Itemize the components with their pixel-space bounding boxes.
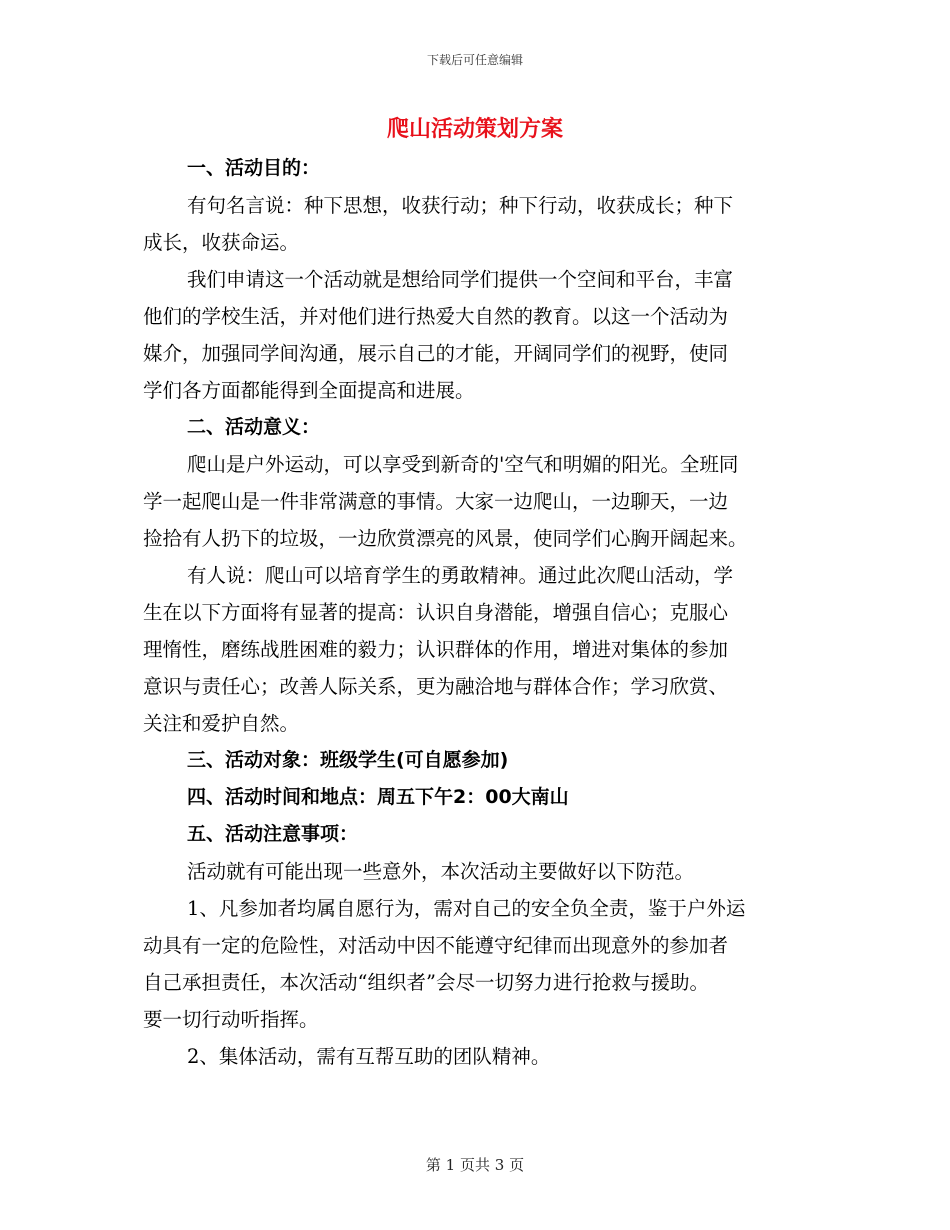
- paragraph-line: 活动就有可能出现一些意外，本次活动主要做好以下防范。: [187, 860, 695, 883]
- paragraph-line: 要一切行动听指挥。: [143, 1008, 319, 1031]
- paragraph-line: 动具有一定的危险性，对活动中因不能遵守纪律而出现意外的参加者: [143, 934, 729, 957]
- paragraph-line: 媒介，加强同学间沟通，展示自己的才能，开阔同学们的视野，使同: [143, 342, 729, 365]
- paragraph-line: 有人说：爬山可以培育学生的勇敢精神。通过此次爬山活动，学: [187, 564, 734, 587]
- paragraph-line: 意识与责任心；改善人际关系，更为融洽地与群体合作；学习欣赏、: [143, 675, 729, 698]
- document-body: [143, 150, 808, 1075]
- paragraph-line: 自己承担责任，本次活动“组织者”会尽一切努力进行抢救与援助。: [143, 971, 709, 994]
- paragraph-line: 成长，收获命运。: [143, 231, 300, 254]
- section-heading-purpose: 一、活动目的：: [187, 157, 321, 179]
- header-note: 下载后可任意编辑: [426, 53, 523, 67]
- paragraph-line: 捡拾有人扔下的垃圾，一边欣赏漂亮的风景，使同学们心胸开阔起来。: [143, 527, 748, 550]
- paragraph-line: 学一起爬山是一件非常满意的事情。大家一边爬山，一边聊天，一边: [143, 490, 729, 513]
- document-title: 爬山活动策划方案: [386, 117, 563, 142]
- paragraph-line: 他们的学校生活，并对他们进行热爱大自然的教育。以这一个活动为: [143, 305, 729, 328]
- paragraph-line: 我们申请这一个活动就是想给同学们提供一个空间和平台，丰富: [187, 268, 734, 291]
- paragraph-line: 生在以下方面将有显著的提高：认识自身潜能，增强自信心；克服心: [143, 601, 729, 624]
- paragraph-line: 2、集体活动，需有互帮互助的团队精神。: [187, 1045, 551, 1068]
- paragraph-line: 关注和爱护自然。: [143, 712, 300, 735]
- paragraph-line: 有句名言说：种下思想，收获行动；种下行动，收获成长；种下: [187, 194, 734, 217]
- paragraph-line: 学们各方面都能得到全面提高和进展。: [143, 379, 475, 402]
- section-heading-notes: 五、活动注意事项：: [187, 823, 359, 845]
- page-footer: 第 1 页共 3 页: [425, 1156, 525, 1174]
- section-heading-meaning: 二、活动意义：: [187, 416, 321, 438]
- section-heading-target: 三、活动对象：班级学生(可自愿参加): [187, 749, 509, 771]
- paragraph-line: 爬山是户外运动，可以享受到新奇的'空气和明媚的阳光。全班同: [187, 453, 739, 476]
- paragraph-line: 1、凡参加者均属自愿行为，需对自己的安全负全责，鉴于户外运: [187, 897, 746, 920]
- paragraph-line: 理惰性，磨练战胜困难的毅力；认识群体的作用，增进对集体的参加: [143, 638, 729, 661]
- section-heading-time-place: 四、活动时间和地点：周五下午2：00大南山: [187, 786, 569, 808]
